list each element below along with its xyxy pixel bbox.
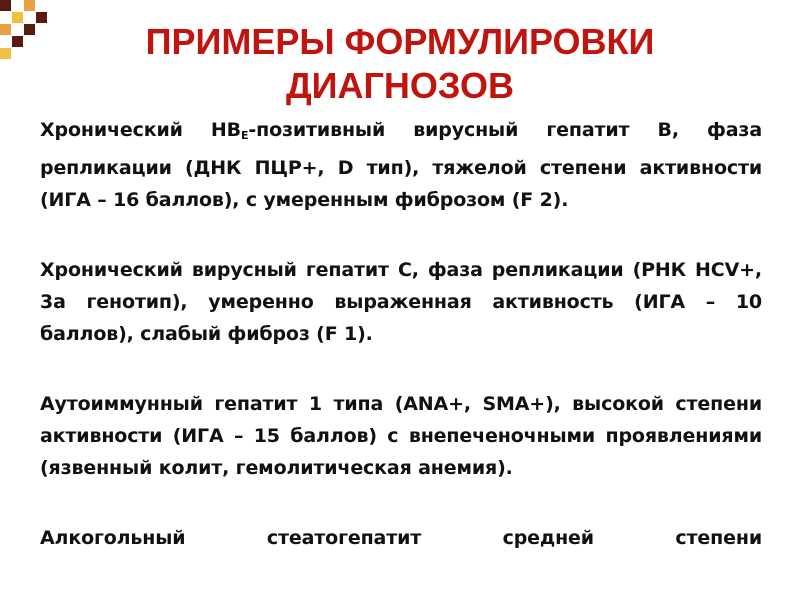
diagnosis-hepatitis-c: Хронический вирусный гепатит C, фаза репликации (РНК HCV+, 3а генотип), умеренно выраженная активность (ИГА – 10 баллов), слабый фиброз (F 1). (40, 259, 762, 345)
slide-body (40, 114, 762, 592)
p1-rest: -позитивный вирусный гепатит B, фаза репликации (ДНК ПЦР+, D тип), тяжелой степени активности (ИГА – 16 баллов), с умеренным фиброзом (F 2). (40, 119, 762, 211)
p1-subscript: E (241, 129, 249, 142)
diagnosis-alcoholic-steatohepatitis: Алкогольный стеатогепатит средней степени (40, 527, 762, 549)
diagnosis-autoimmune-hepatitis: Аутоиммунный гепатит 1 типа (ANA+, SMA+), высокой степени активности (ИГА – 15 баллов) с внепеченочными проявлениями (язвенный колит, гемолитическая анемия). (40, 393, 762, 479)
diagnosis-hepatitis-b (40, 114, 762, 216)
decor-square (0, 0, 11, 11)
slide-title-line2: ДИАГНОЗОВ (285, 65, 514, 106)
slide-title (0, 20, 800, 108)
slide-title-line1: ПРИМЕРЫ ФОРМУЛИРОВКИ (145, 21, 655, 62)
p1-prefix: Хронический HB (40, 119, 242, 141)
decor-square (24, 0, 35, 11)
